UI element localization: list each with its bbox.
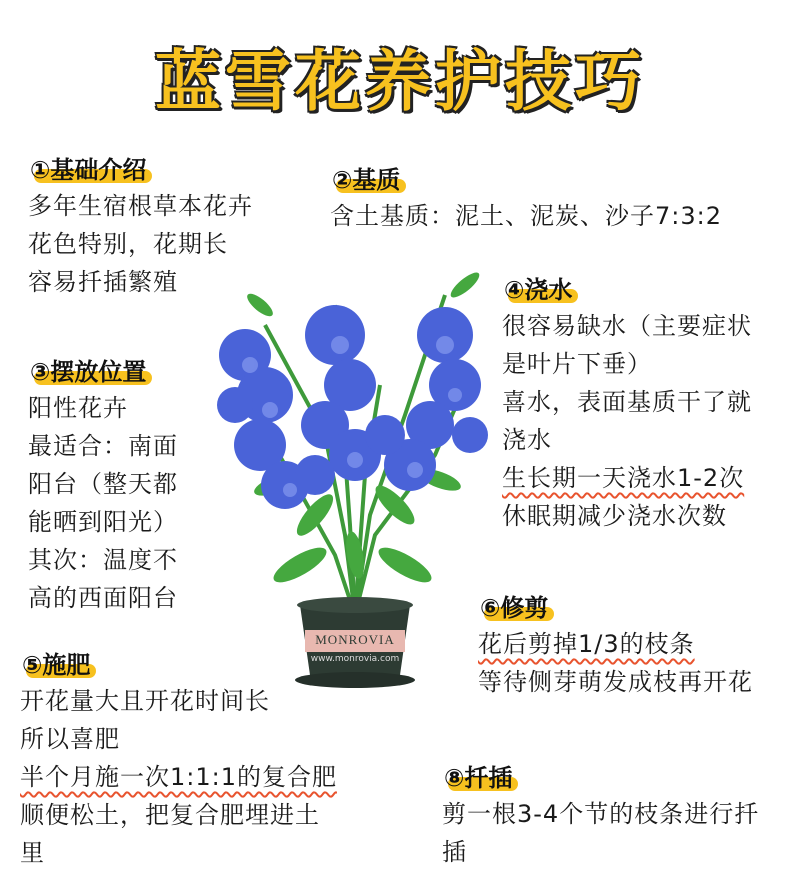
section-cutting	[442, 758, 759, 871]
text-line: 多年生宿根草本花卉	[28, 192, 253, 220]
plant-image	[205, 235, 505, 695]
text-line: 浇水	[502, 426, 552, 454]
text-line: 高的西面阳台	[28, 584, 178, 612]
pot-url: www.monrovia.com	[310, 654, 400, 664]
section-heading: ②基质	[332, 166, 401, 194]
text-line: 插	[442, 838, 467, 866]
text-line: 其次：温度不	[28, 546, 178, 574]
text-line: 阳性花卉	[28, 394, 128, 422]
text-line: 容易扦插繁殖	[28, 268, 178, 296]
section-heading: ④浇水	[504, 276, 573, 304]
text-line: 能晒到阳光）	[28, 508, 178, 536]
section-pruning	[478, 588, 753, 701]
text-line: 半个月施一次1:1:1的复合肥	[20, 763, 337, 791]
text-line: 最适合：南面	[28, 432, 178, 460]
section-heading: ⑧扦插	[444, 764, 513, 792]
text-line: 花色特别，花期长	[28, 230, 228, 258]
text-line: 花后剪掉1/3的枝条	[478, 630, 695, 658]
text-line: 里	[20, 839, 45, 867]
page-title: 蓝雪花养护技巧	[155, 43, 645, 120]
text-line: 剪一根3-4个节的枝条进行扦	[442, 800, 760, 828]
text-line: 顺便松土，把复合肥埋进土	[20, 801, 320, 829]
text-line: 阳台（整天都	[28, 470, 178, 498]
text-line: 开花量大且开花时间长	[20, 687, 270, 715]
text-line: 是叶片下垂）	[502, 350, 652, 378]
section-placement	[28, 352, 178, 617]
section-basic-intro	[28, 150, 253, 301]
section-substrate	[330, 160, 722, 235]
text-line: 等待侧芽萌发成枝再开花	[478, 668, 753, 696]
section-fertilizing	[20, 645, 337, 872]
text-line: 喜水，表面基质干了就	[502, 388, 752, 416]
section-heading: ⑥修剪	[480, 594, 549, 622]
text-line: 含土基质：泥土、泥炭、沙子7:3:2	[330, 202, 722, 230]
section-heading: ③摆放位置	[30, 358, 147, 386]
section-heading: ⑤施肥	[22, 651, 91, 679]
text-line: 生长期一天浇水1-2次	[502, 464, 745, 492]
section-heading: ①基础介绍	[30, 156, 147, 184]
text-line: 很容易缺水（主要症状	[502, 312, 752, 340]
text-line: 休眠期减少浇水次数	[502, 502, 727, 530]
text-line: 所以喜肥	[20, 725, 120, 753]
section-watering	[502, 270, 752, 535]
pot-brand: MONROVIA	[315, 632, 395, 647]
